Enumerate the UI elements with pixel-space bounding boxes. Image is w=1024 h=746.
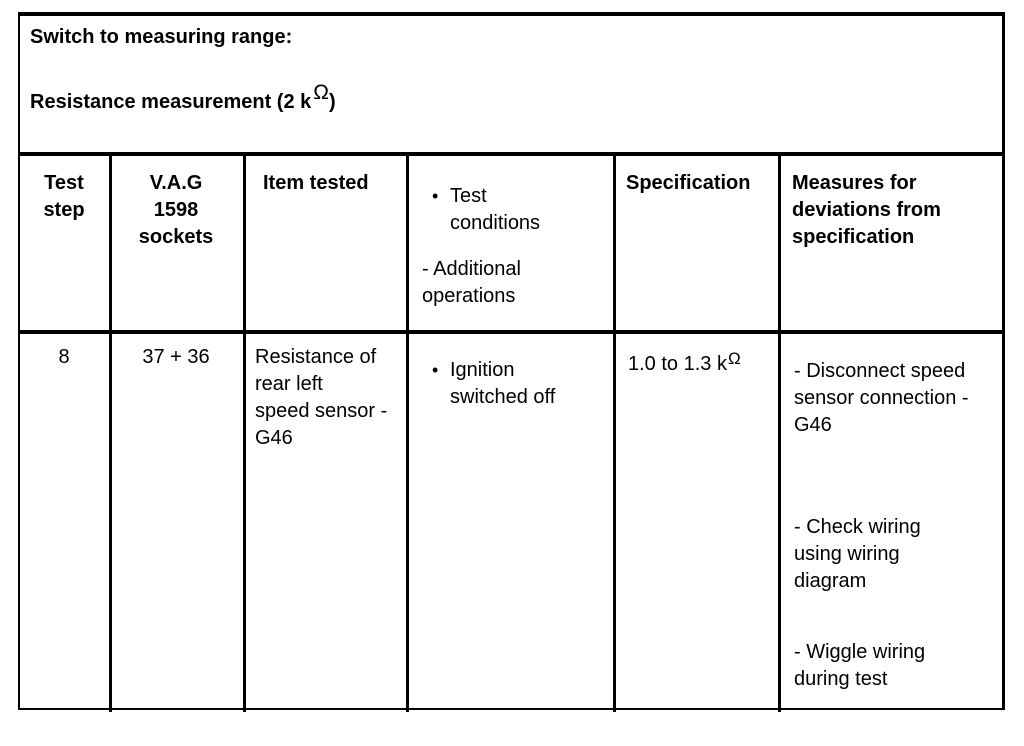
column-divider: [406, 156, 409, 712]
header-row-divider: [20, 330, 1002, 334]
measuring-range-box: [20, 16, 1002, 156]
test-table: [18, 12, 1005, 710]
cell-item-tested: Resistance of rear left speed sensor - G46: [255, 346, 388, 449]
specification-value: 1.0 to 1.3 k: [628, 353, 727, 375]
cell-sockets: 37 + 36: [142, 346, 210, 368]
bullet-icon: •: [432, 186, 439, 206]
header-sockets: V.A.G 1598 sockets: [138, 172, 214, 248]
measure-check-wiring: - Check wiring using wiring diagram: [794, 516, 921, 592]
cell-specification: [628, 351, 776, 378]
header-specification: Specification: [626, 172, 751, 194]
header-test-step: Test step: [43, 172, 85, 221]
condition-text: Ignition switched off: [450, 359, 556, 408]
header-measures: Measures for deviations from specification: [792, 172, 941, 248]
measuring-range-heading: Switch to measuring range:: [30, 26, 293, 48]
omega-symbol: Ω: [313, 81, 329, 104]
header-item-tested: Item tested: [263, 172, 369, 194]
test-conditions-label: Test conditions: [450, 185, 541, 234]
bullet-icon: •: [432, 360, 439, 380]
measuring-range-value: [30, 81, 336, 114]
column-divider: [778, 156, 781, 712]
measure-disconnect: - Disconnect speed sensor connection - G46: [794, 360, 969, 436]
measure-wiggle-wiring: - Wiggle wiring during test: [794, 641, 926, 690]
column-divider: [243, 156, 246, 712]
header-test-conditions: [422, 183, 610, 310]
range-label: Resistance measurement (2 k: [30, 91, 312, 113]
cell-test-condition: [422, 357, 610, 411]
omega-symbol: Ω: [727, 349, 741, 368]
additional-operations-label: - Additional operations: [422, 258, 521, 307]
column-divider: [613, 156, 616, 712]
condition-bullet-item: [422, 357, 610, 411]
range-close: ): [328, 91, 336, 113]
test-conditions-bullet-item: [422, 183, 610, 237]
cell-test-step: 8: [58, 346, 70, 368]
